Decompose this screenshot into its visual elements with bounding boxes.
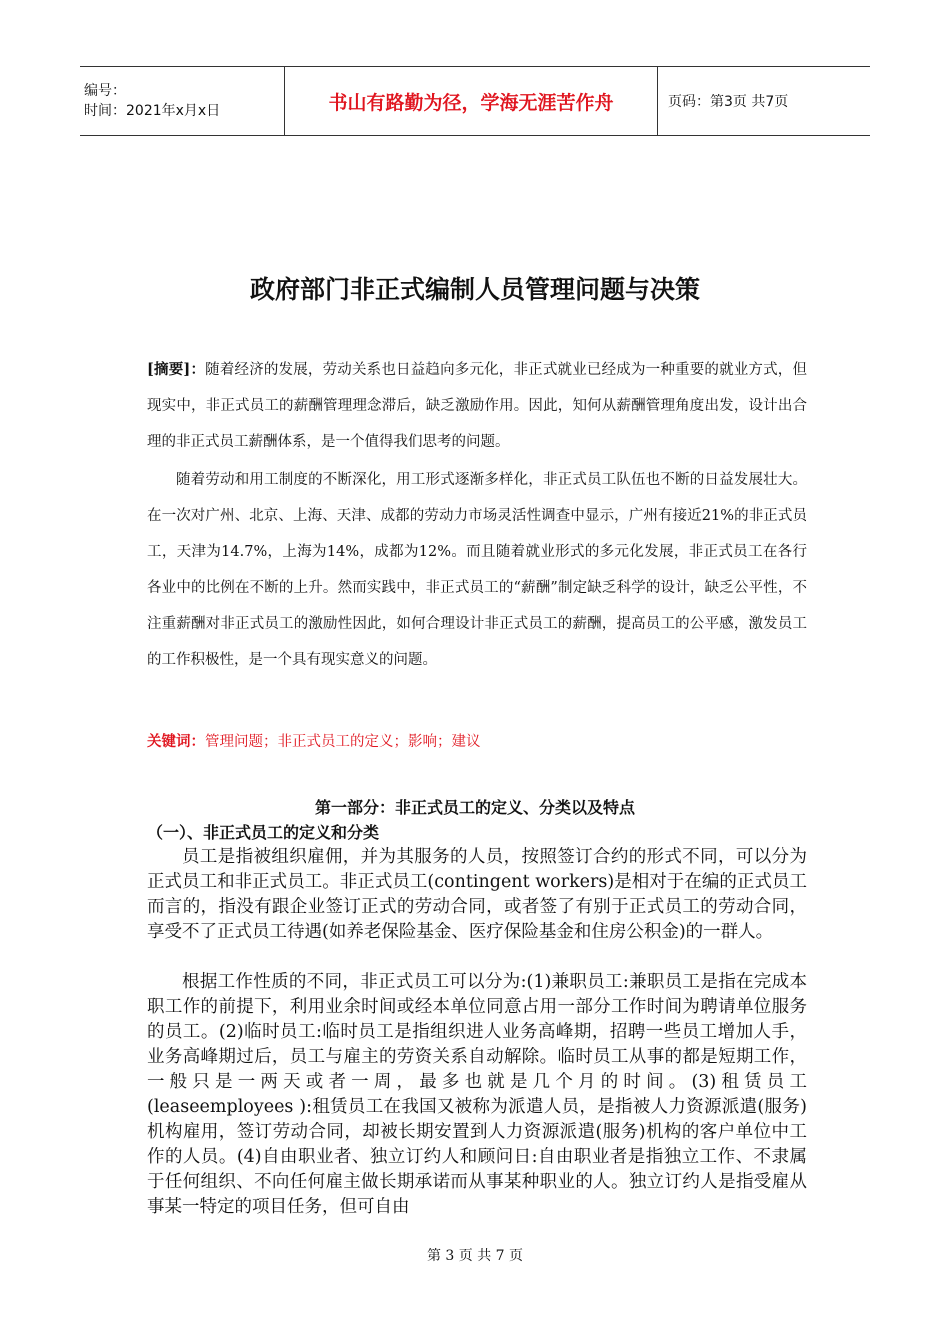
document-title: 政府部门非正式编制人员管理问题与决策 (249, 275, 700, 304)
abstract-label: [摘要]： (147, 361, 206, 378)
intro-paragraph: 随着劳动和用工制度的不断深化，用工形式逐渐多样化，非正式员工队伍也不断的日益发展壮大。在一次对广州、北京、上海、天津、成都的劳动力市场灵活性调查中显示，广州有接近21%的非正式员工，天津为14.7%，上海为14%，成都为12%。而且随着就业形式的多元化发展，非正式员工在各行各业中的比例在不断的上升。然而实践中，非正式员工的“薪酬”制定缺乏科学的设计，缺乏公平性，不注重薪酬对非正式员工的激励性因此，如何合理设计非正式员工的薪酬，提高员工的公平感，激发员工的工作积极性，是一个具有现实意义的问题。 (147, 472, 807, 668)
subsection-title: （一）、非正式员工的定义和分类 (147, 823, 380, 842)
abstract-text: 随着经济的发展，劳动关系也日益趋向多元化，非正式就业已经成为一种重要的就业方式，但现实中，非正式员工的薪酬管理理念滞后，缺乏激励作用。因此，知何从薪酬管理角度出发，设计出合理的非正式员工薪酬体系，是一个值得我们思考的问题。 (147, 362, 807, 450)
abstract-paragraph (147, 352, 807, 460)
body-paragraph-1: 员工是指被组织雇佣，并为其服务的人员，按照签订合约的形式不同，可以分为正式员工和非正式员工。非正式员工(contingent workers)是相对于在编的正式员工而言的，指没有跟企业签订正式的劳动合同，或者签了有别于正式员工的劳动合同，享受不了正式员工待遇(如养老保险基金、医疗保险基金和住房公积金)的一群人。 (147, 847, 807, 942)
keywords-label: 关键词： (147, 733, 205, 750)
body-paragraph-2: 根据工作性质的不同，非正式员工可以分为:(1)兼职员工:兼职员工是指在完成本职工作的前提下，利用业余时间或经本单位同意占用一部分工作时间为聘请单位服务的员工。(2)临时员工:临时员工是指组织进人业务高峰期，招聘一些员工增加人手，业务高峰期过后，员工与雇主的劳资关系自动解除。临时员工从事的都是短期工作，一般只是一两天或者一周，最多也就是几个月的时间。(3)租赁员工(leaseemployees ):租赁员工在我国又被称为派遣人员，是指被人力资源派遣(服务)机构雇用，签订劳动合同，却被长期安置到人力资源派遣(服务)机构的客户单位中工作的人员。(4)自由职业者、独立订约人和顾问日:自由职业者是指独立工作、不隶属于任何组织、不向任何雇主做长期承诺而从事某种职业的人。独立订约人是指受雇从事某一特定的项目任务，但可自由 (147, 972, 807, 1217)
header-meta-cell (80, 67, 285, 136)
page-footer: 第 3 页 共 7 页 (426, 1248, 524, 1264)
header-motto: 书山有路勤为径，学海无涯苦作舟 (285, 67, 658, 136)
document-date-label: 时间：2021年x月x日 (84, 103, 221, 119)
page-header-table (80, 66, 870, 136)
section-title: 第一部分：非正式员工的定义、分类以及特点 (314, 798, 635, 817)
keywords-text: 管理问题；非正式员工的定义；影响；建议 (205, 734, 481, 750)
header-page-info: 页码：第3页 共7页 (658, 67, 871, 136)
document-number-label: 编号： (84, 83, 126, 99)
keywords-line (147, 730, 481, 751)
